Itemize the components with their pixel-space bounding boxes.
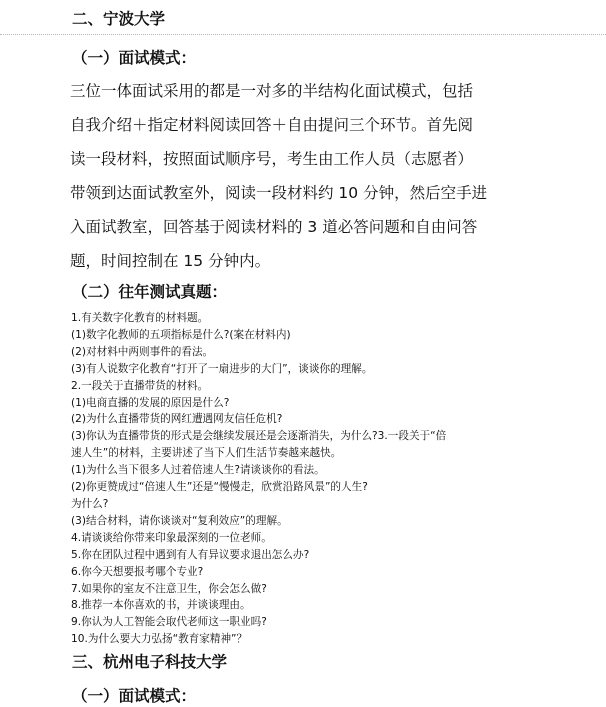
list-item: (2)对材料中两则事件的看法。	[71, 345, 214, 358]
list-item: 4.请谈谈给你带来印象最深刻的一位老师。	[71, 531, 272, 544]
list-item: 8.推荐一本你喜欢的书，并谈谈理由。	[71, 599, 251, 612]
list-item: (1)为什么当下很多人过着倍速人生?请谈谈你的看法。	[71, 464, 325, 477]
paragraph-line: 三位一体面试采用的都是一对多的半结构化面试模式，包括	[70, 82, 474, 100]
page-divider	[0, 34, 606, 35]
list-item: 速人生”的材料，主要讲述了当下人们生活节奏越来越快。	[71, 447, 342, 460]
paragraph-line: 读一段材料，按照面试顺序号，考生由工作人员（志愿者）	[70, 150, 474, 168]
list-item: (1)数字化教师的五项指标是什么?(案在材料内)	[71, 328, 291, 341]
list-item: 2.一段关于直播带货的材料。	[71, 379, 209, 392]
paragraph-line: 入面试教室，回答基于阅读材料的 3 道必答问题和自由问答	[70, 218, 478, 236]
paragraph-line: 自我介绍＋指定材料阅读回答＋自由提问三个环节。首先阅	[70, 116, 474, 134]
paragraph-line: 题，时间控制在 15 分钟内。	[70, 252, 271, 270]
interview-mode-paragraph	[70, 74, 530, 278]
subheading-interview-mode: （一）面试模式：	[72, 49, 197, 67]
list-item: 10.为什么要大力弘扬“教育家精神”？	[71, 633, 248, 646]
subheading-interview-mode-hangzhou: （一）面试模式：	[72, 687, 197, 705]
list-item: (3)结合材料，请你谈谈对“复利效应”的理解。	[71, 514, 288, 527]
list-item: 6.你今天想要报考哪个专业?	[71, 565, 204, 578]
list-item: (1)电商直播的发展的原因是什么?	[71, 396, 230, 409]
section-heading-hangzhou: 三、杭州电子科技大学	[72, 653, 228, 671]
list-item: 7.如果你的室友不注意卫生，你会怎么做?	[71, 582, 267, 595]
list-item: 1.有关数字化教育的材料题。	[71, 312, 209, 324]
list-item: (2)为什么直播带货的网红遭遇网友信任危机?	[71, 413, 283, 426]
subheading-past-questions: （二）往年测试真题：	[72, 283, 228, 301]
section-heading-ningbo: 二、宁波大学	[72, 10, 166, 28]
list-item: 5.你在团队过程中遇到有人有异议要求退出怎么办?	[71, 548, 310, 561]
list-item: 为什么?	[71, 497, 109, 510]
list-item: (3)你认为直播带货的形式是会继续发展还是会逐渐消失，为什么?3.一段关于“倍	[71, 430, 447, 443]
list-item: (3)有人说数字化教育“打开了一扇进步的大门”，谈谈你的理解。	[71, 362, 373, 375]
list-item: 9.你认为人工智能会取代老师这一职业吗?	[71, 616, 267, 629]
past-questions-list	[71, 310, 571, 648]
list-item: (2)你更赞成过“倍速人生”还是“慢慢走，欣赏沿路风景”的人生?	[71, 481, 368, 494]
paragraph-line: 带领到达面试教室外，阅读一段材料约 10 分钟，然后空手进	[70, 184, 488, 202]
